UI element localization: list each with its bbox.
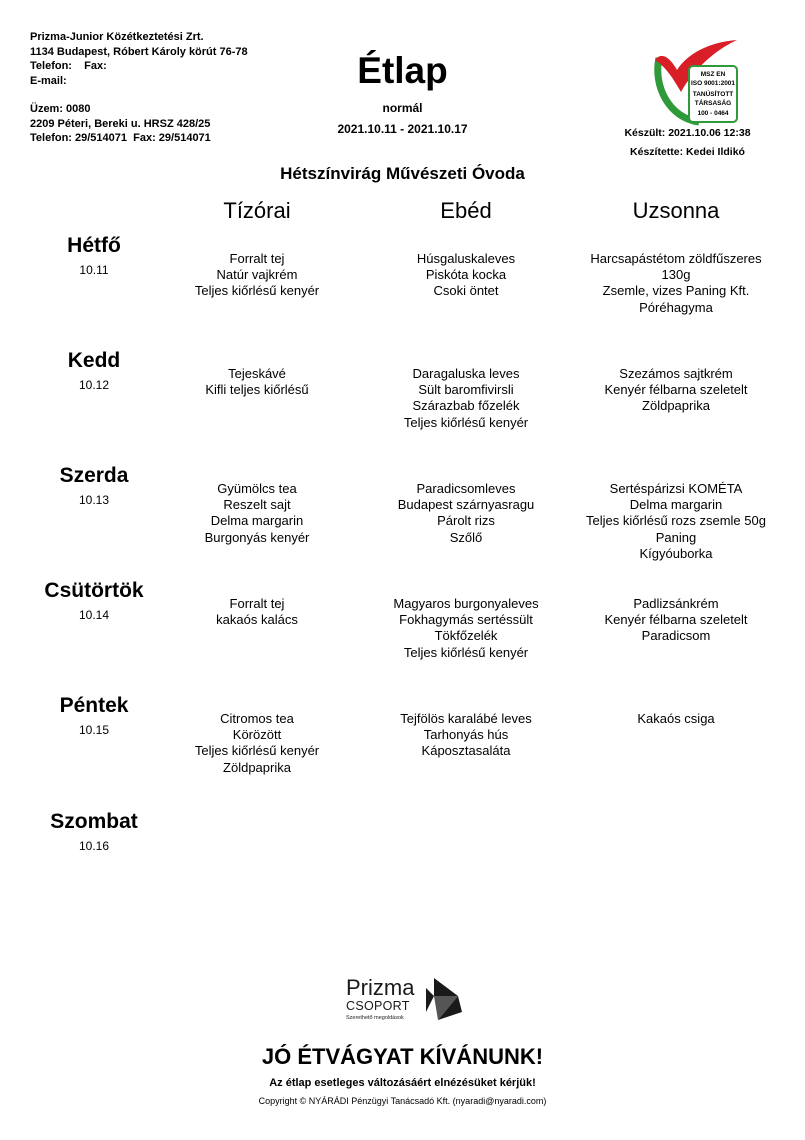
menu-item: Reszelt sajt	[223, 497, 291, 513]
menu-item: Harcsapástétom zöldfűszeres	[590, 251, 762, 266]
menu-cell-ebed	[356, 366, 576, 431]
menu-item: Zsemle, vizes Paning Kft.	[602, 283, 750, 299]
menu-item: Fokhagymás sertéssült	[399, 612, 533, 628]
cert-line-1: MSZ EN	[700, 71, 726, 78]
menu-item: Tejfölös karalábé leves	[400, 711, 532, 726]
column-header-uzsonna: Uzsonna	[632, 198, 720, 223]
company-info	[30, 30, 248, 88]
menu-item: Padlizsánkrém	[633, 596, 719, 611]
menu-item: Szezámos sajtkrém	[619, 366, 733, 381]
company-name: Prizma-Junior Közétkeztetési Zrt.	[30, 31, 204, 43]
menu-item: Kígyóuborka	[639, 545, 713, 561]
menu-item: Szőlő	[449, 529, 483, 545]
menu-cell-uzsonna	[566, 596, 786, 645]
prizma-csoport-logo	[338, 972, 468, 1028]
menu-item: Teljes kiőrlésű kenyér	[194, 283, 320, 299]
menu-item: Póréhagyma	[639, 299, 713, 315]
menu-item: Húsgaluskaleves	[416, 251, 516, 266]
footer-greeting: JÓ ÉTVÁGYAT KÍVÁNUNK!	[261, 1044, 544, 1069]
menu-cell-tizorai	[147, 711, 367, 776]
menu-item: Sertéspárizsi KOMÉTA	[609, 481, 743, 496]
menu-item: Körözött	[232, 727, 282, 743]
cert-line-2: ISO 9001:2001	[690, 80, 736, 87]
menu-item: Zöldpaprika	[642, 398, 710, 414]
menu-item: Kifli teljes kiőrlésű	[205, 382, 309, 398]
iso-certificate-icon	[649, 36, 741, 128]
menu-cell-uzsonna	[566, 251, 786, 316]
logo-sub: CSOPORT	[346, 999, 410, 1013]
menu-cell-uzsonna	[566, 481, 786, 562]
site-info	[30, 102, 211, 146]
menu-item: Delma margarin	[210, 513, 304, 529]
menu-item: Sült baromfivirsli	[418, 382, 514, 398]
company-phone: Telefon: Fax:	[30, 60, 107, 72]
menu-item: Párolt rizs	[437, 513, 495, 529]
menu-item: Magyaros burgonyaleves	[393, 596, 539, 611]
date-range: 2021.10.11 - 2021.10.17	[337, 122, 468, 136]
menu-item: Tejeskávé	[228, 366, 286, 381]
menu-item: 130g	[661, 267, 691, 283]
company-email: E-mail:	[30, 74, 67, 87]
day-date: 10.13	[78, 493, 110, 507]
cert-line-3: TANÚSÍTOTT	[692, 91, 734, 98]
prism-icon	[426, 978, 462, 1020]
menu-cell-tizorai	[147, 366, 367, 398]
logo-tagline: Szerethető megoldások	[346, 1015, 404, 1021]
company-address: 1134 Budapest, Róbert Károly körút 76-78	[30, 45, 248, 58]
menu-item: Forralt tej	[229, 596, 285, 611]
menu-item: Tarhonyás hús	[423, 727, 509, 743]
menu-item: Budapest szárnyasragu	[397, 497, 535, 513]
menu-item: Natúr vajkrém	[216, 267, 298, 283]
menu-cell-ebed	[356, 711, 576, 760]
cert-line-4: TÁRSASÁG	[694, 100, 732, 107]
menu-item: Teljes kiőrlésű kenyér	[403, 414, 529, 430]
footer-note: Az étlap esetleges változásáért elnézésüket kérjük!	[269, 1077, 536, 1089]
menu-item: Burgonyás kenyér	[204, 529, 310, 545]
menu-item: Citromos tea	[220, 711, 294, 726]
menu-cell-ebed	[356, 596, 576, 661]
menu-cell-uzsonna	[566, 711, 786, 727]
day-date: 10.15	[78, 723, 110, 737]
menu-item: Csoki öntet	[433, 283, 499, 299]
site-address: 2209 Péteri, Bereki u. HRSZ 428/25	[30, 117, 211, 130]
day-name: Szombat	[50, 810, 138, 833]
menu-item: Szárazbab főzelék	[412, 398, 520, 414]
day-name: Csütörtök	[44, 579, 144, 602]
created-date: Készült: 2021.10.06 12:38	[624, 127, 751, 139]
menu-cell-tizorai	[147, 251, 367, 300]
menu-item: Tökfőzelék	[434, 628, 498, 644]
menu-item: Paradicsomleves	[416, 481, 516, 496]
menu-item: Paning	[655, 529, 697, 545]
menu-item: Delma margarin	[629, 497, 723, 513]
menu-item: Kakaós csiga	[637, 711, 715, 726]
column-header-ebed: Ebéd	[440, 198, 492, 223]
day-date: 10.14	[78, 608, 110, 622]
page-title: Étlap	[357, 50, 448, 91]
institution-name: Hétszínvirág Művészeti Óvoda	[280, 164, 525, 183]
day-name: Péntek	[59, 694, 129, 717]
day-date: 10.16	[78, 839, 110, 853]
menu-item: Gyümölcs tea	[217, 481, 297, 496]
created-by: Készítette: Kedei Ildikó	[630, 146, 745, 158]
menu-item: Kenyér félbarna szeletelt	[604, 612, 748, 628]
menu-cell-uzsonna	[566, 366, 786, 415]
menu-type: normál	[382, 101, 423, 115]
footer-copyright: Copyright © NYÁRÁDI Pénzügyi Tanácsadó Kft. (nyaradi@nyaradi.com)	[258, 1096, 547, 1106]
menu-cell-tizorai	[147, 596, 367, 628]
menu-item: Zöldpaprika	[223, 759, 291, 775]
menu-item: Forralt tej	[229, 251, 285, 266]
menu-item: Piskóta kocka	[425, 267, 507, 283]
menu-item: Kenyér félbarna szeletelt	[604, 382, 748, 398]
created-info	[600, 124, 775, 162]
day-name: Kedd	[67, 349, 121, 372]
day-date: 10.12	[78, 378, 110, 392]
day-date: 10.11	[79, 263, 109, 277]
menu-item: Káposztasaláta	[421, 743, 511, 759]
menu-cell-tizorai	[147, 481, 367, 546]
menu-item: Paradicsom	[641, 628, 711, 644]
day-name: Szerda	[59, 464, 129, 487]
menu-item: kakaós kalács	[216, 612, 298, 628]
menu-cell-ebed	[356, 481, 576, 546]
menu-item: Teljes kiőrlésű rozs zsemle 50g	[586, 513, 766, 529]
site-id: Üzem: 0080	[30, 103, 91, 115]
menu-cell-ebed	[356, 251, 576, 300]
menu-item: Teljes kiőrlésű kenyér	[194, 743, 320, 759]
logo-brand: Prizma	[346, 975, 415, 1000]
cert-line-5: 100 - 0464	[697, 110, 729, 117]
column-header-tizorai: Tízórai	[223, 198, 291, 223]
day-name: Hétfő	[67, 234, 121, 257]
menu-item: Teljes kiőrlésű kenyér	[403, 644, 529, 660]
site-phone: Telefon: 29/514071 Fax: 29/514071	[30, 132, 211, 144]
menu-item: Daragaluska leves	[412, 366, 520, 381]
